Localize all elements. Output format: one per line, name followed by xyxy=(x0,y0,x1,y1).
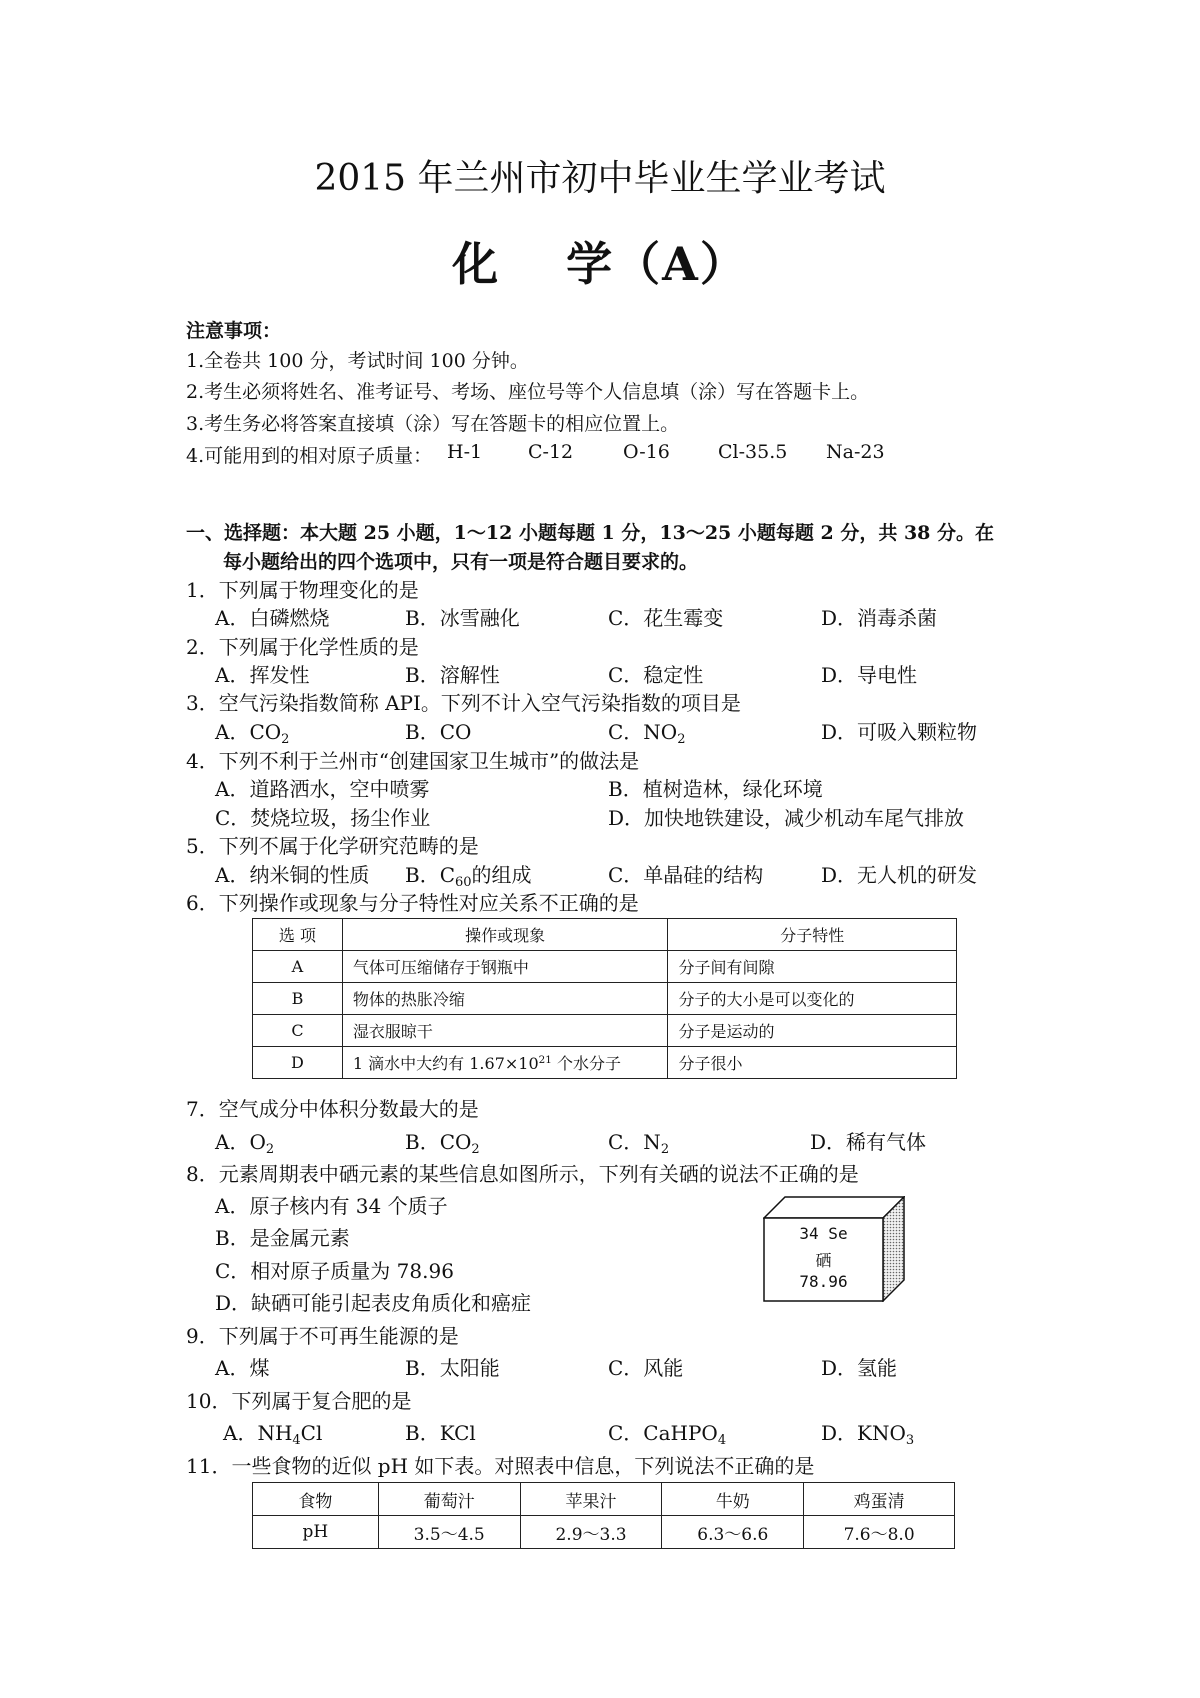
note-item-3: 3.考生务必将答案直接填（涂）写在答题卡的相应位置上。 xyxy=(186,413,680,435)
table-cell: pH xyxy=(253,1516,379,1549)
q7-option-d: D．稀有气体 xyxy=(810,1130,927,1154)
q2-option-a: A．挥发性 xyxy=(215,663,310,687)
table-cell: 苹果汁 xyxy=(520,1483,662,1516)
q2-option-b: B．溶解性 xyxy=(405,663,500,687)
q2-option-d: D．导电性 xyxy=(821,663,918,687)
q10-option-a: A．$NH_4Cl$ xyxy=(223,1421,323,1448)
table-cell: 7.6～8.0 xyxy=(804,1516,955,1549)
atomic-mass-o: O-16 xyxy=(623,441,670,463)
q4-option-d: D．加快地铁建设，减少机动车尾气排放 xyxy=(608,806,965,830)
q1-stem: 1．下列属于物理变化的是 xyxy=(186,578,419,602)
q9-option-b: B．太阳能 xyxy=(405,1356,500,1380)
selenium-name: 硒 xyxy=(815,1251,832,1270)
table-cell: 牛奶 xyxy=(662,1483,804,1516)
q7-option-c: C．$N_2$ xyxy=(608,1130,670,1157)
q10-option-d: D．$KNO_3$ xyxy=(821,1421,915,1448)
table-cell: 气体可压缩储存于钢瓶中 xyxy=(342,951,668,983)
table-cell: 分子的大小是可以变化的 xyxy=(668,983,957,1015)
table-row xyxy=(253,1047,957,1079)
atomic-mass-na: Na-23 xyxy=(826,441,885,463)
q9-option-d: D．氢能 xyxy=(821,1356,898,1380)
table-header: 分子特性 xyxy=(668,919,957,951)
atomic-mass-cl: Cl-35.5 xyxy=(718,441,788,463)
q8-stem: 8．元素周期表中硒元素的某些信息如图所示，下列有关硒的说法不正确的是 xyxy=(186,1162,859,1186)
table-cell: 分子很小 xyxy=(668,1047,957,1079)
table-row xyxy=(253,983,957,1015)
q2-option-c: C．稳定性 xyxy=(608,663,704,687)
notes-heading: 注意事项： xyxy=(186,320,282,342)
q9-option-a: A．煤 xyxy=(215,1356,270,1380)
subject-title: 化 学（A） xyxy=(452,237,748,291)
q3-option-a: A．$CO_2$ xyxy=(215,720,290,747)
q5-option-c: C．单晶硅的结构 xyxy=(608,863,764,887)
q3-option-b: B．CO xyxy=(405,720,472,744)
table-cell: 物体的热胀冷缩 xyxy=(342,983,668,1015)
exam-title: 2015 年兰州市初中毕业生学业考试 xyxy=(314,158,886,199)
q5-stem: 5．下列不属于化学研究范畴的是 xyxy=(186,834,479,858)
q11-ph-table xyxy=(252,1482,955,1549)
table-row xyxy=(253,1483,955,1516)
table-cell: 1 滴水中大约有 $1.67\times 10^{21}$ 个水分子 xyxy=(342,1047,668,1079)
q6-table xyxy=(252,918,957,1079)
q10-option-b: B．KCl xyxy=(405,1421,476,1445)
q1-option-b: B．冰雪融化 xyxy=(405,606,520,630)
table-header: 选 项 xyxy=(253,919,343,951)
q8-option-c: C．相对原子质量为 78.96 xyxy=(215,1259,454,1283)
q4-stem: 4．下列不利于兰州市“创建国家卫生城市”的做法是 xyxy=(186,749,640,773)
atomic-mass-h: H-1 xyxy=(447,441,483,463)
table-cell: 食物 xyxy=(253,1483,379,1516)
table-row xyxy=(253,1015,957,1047)
table-row xyxy=(253,951,957,983)
q7-option-a: A．$O_2$ xyxy=(215,1130,275,1157)
selenium-element-card xyxy=(763,1196,905,1302)
q8-option-b: B．是金属元素 xyxy=(215,1226,350,1250)
q5-option-d: D．无人机的研发 xyxy=(821,863,978,887)
q4-option-b: B．植树造林，绿化环境 xyxy=(608,777,823,801)
q1-option-d: D．消毒杀菌 xyxy=(821,606,938,630)
table-cell: 分子是运动的 xyxy=(668,1015,957,1047)
table-cell: 3.5～4.5 xyxy=(378,1516,520,1549)
q10-option-c: C．CaHPO$_4$ xyxy=(608,1421,727,1448)
section-1-instructions-line2: 每小题给出的四个选项中，只有一项是符合题目要求的。 xyxy=(223,551,699,573)
q4-option-c: C．焚烧垃圾，扬尘作业 xyxy=(215,806,431,830)
q8-option-a: A．原子核内有 34 个质子 xyxy=(215,1194,448,1218)
q6-stem: 6．下列操作或现象与分子特性对应关系不正确的是 xyxy=(186,891,639,915)
table-header: 操作或现象 xyxy=(342,919,668,951)
q11-stem: 11．一些食物的近似 pH 如下表。对照表中信息，下列说法不正确的是 xyxy=(186,1454,815,1478)
section-1-instructions-line1: 一、选择题：本大题 25 小题，1～12 小题每题 1 分，13～25 小题每题 2 分，共 38 分。在 xyxy=(186,522,995,544)
table-cell: D xyxy=(253,1047,343,1079)
q3-stem: 3．空气污染指数简称 API。下列不计入空气污染指数的项目是 xyxy=(186,691,741,715)
selenium-mass: 78.96 xyxy=(799,1272,848,1291)
q9-option-c: C．风能 xyxy=(608,1356,684,1380)
selenium-number-symbol: 34 Se xyxy=(799,1224,848,1243)
table-row xyxy=(253,1516,955,1549)
atomic-mass-c: C-12 xyxy=(528,441,574,463)
q9-stem: 9．下列属于不可再生能源的是 xyxy=(186,1324,459,1348)
table-cell: B xyxy=(253,983,343,1015)
table-cell: C xyxy=(253,1015,343,1047)
q2-stem: 2．下列属于化学性质的是 xyxy=(186,635,419,659)
q4-option-a: A．道路洒水，空中喷雾 xyxy=(215,777,430,801)
note-item-1: 1.全卷共 100 分，考试时间 100 分钟。 xyxy=(186,350,529,372)
q5-option-a: A．纳米铜的性质 xyxy=(215,863,370,887)
q10-stem: 10．下列属于复合肥的是 xyxy=(186,1389,412,1413)
note-item-4 xyxy=(186,441,432,468)
q1-option-a: A．白磷燃烧 xyxy=(215,606,330,630)
table-cell: 2.9～3.3 xyxy=(520,1516,662,1549)
q8-option-d: D．缺硒可能引起表皮角质化和癌症 xyxy=(215,1291,532,1315)
table-cell: 鸡蛋清 xyxy=(804,1483,955,1516)
table-cell: 湿衣服晾干 xyxy=(342,1015,668,1047)
table-header-row xyxy=(253,919,957,951)
q7-option-b: B．$CO_2$ xyxy=(405,1130,480,1157)
table-cell: A xyxy=(253,951,343,983)
table-cell: 6.3～6.6 xyxy=(662,1516,804,1549)
q3-option-c: C．$NO_2$ xyxy=(608,720,686,747)
q1-option-c: C．花生霉变 xyxy=(608,606,724,630)
q5-option-b: B．$C_{60}$的组成 xyxy=(405,863,532,890)
q3-option-d: D．可吸入颗粒物 xyxy=(821,720,978,744)
note-item-2: 2.考生必须将姓名、准考证号、考场、座位号等个人信息填（涂）写在答题卡上。 xyxy=(186,381,870,403)
note-item-4-prefix: 4.可能用到的相对原子质量： xyxy=(186,445,433,467)
table-cell: 分子间有间隙 xyxy=(668,951,957,983)
q7-stem: 7．空气成分中体积分数最大的是 xyxy=(186,1097,479,1121)
table-cell: 葡萄汁 xyxy=(378,1483,520,1516)
